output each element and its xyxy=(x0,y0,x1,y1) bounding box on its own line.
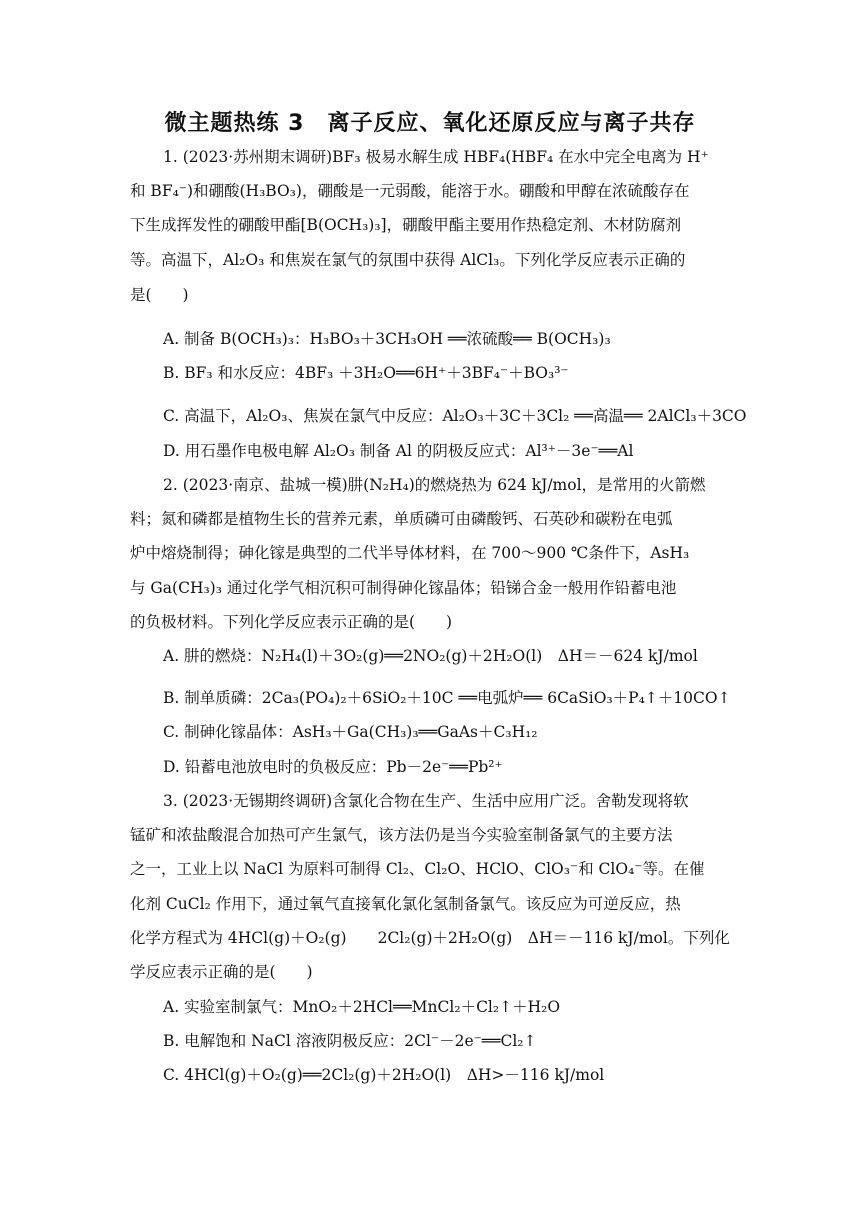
q3-text-line-5: 化学方程式为 4HCl(g)＋O₂(g) 2Cl₂(g)＋2H₂O(g) ΔH＝－116 kJ/mol。下列化 xyxy=(130,929,730,947)
q1-option-a: A. 制备 B(OCH₃)₃：H₃BO₃＋3CH₃OH ══浓硫酸══ B(OCH₃)₃ xyxy=(163,330,611,348)
page-title: 微主题热练 3 离子反应、氧化还原反应与离子共存 xyxy=(164,111,696,136)
q2-option-d: D. 铅蓄电池放电时的负极反应：Pb－2e⁻══Pb²⁺ xyxy=(163,758,503,776)
q3-text-line-6: 学反应表示正确的是( ) xyxy=(130,963,313,981)
q1-option-c: C. 高温下，Al₂O₃、焦炭在氯气中反应：Al₂O₃＋3C＋3Cl₂ ══高温══ 2AlCl₃＋3CO xyxy=(163,407,747,425)
q2-option-a: A. 肼的燃烧：N₂H₄(l)＋3O₂(g)══2NO₂(g)＋2H₂O(l) ΔH＝－624 kJ/mol xyxy=(163,647,698,665)
q2-text-line-1: 2. (2023·南京、盐城一模)肼(N₂H₄)的燃烧热为 624 kJ/mol，是常用的火箭燃 xyxy=(163,476,706,494)
q2-text-line-5: 的负极材料。下列化学反应表示正确的是( ) xyxy=(130,613,453,631)
q3-text-line-3: 之一，工业上以 NaCl 为原料可制得 Cl₂、Cl₂O、HClO、ClO₃⁻和 ClO₄⁻等。在催 xyxy=(130,860,705,878)
q2-option-c: C. 制砷化镓晶体：AsH₃＋Ga(CH₃)₃══GaAs＋C₃H₁₂ xyxy=(163,723,538,741)
q1-option-d: D. 用石墨作电极电解 Al₂O₃ 制备 Al 的阴极反应式：Al³⁺－3e⁻══Al xyxy=(163,442,634,460)
q3-option-b: B. 电解饱和 NaCl 溶液阴极反应：2Cl⁻－2e⁻══Cl₂↑ xyxy=(163,1032,537,1050)
q1-text-line-3: 下生成挥发性的硼酸甲酯[B(OCH₃)₃]，硼酸甲酯主要用作热稳定剂、木材防腐剂 xyxy=(130,216,682,234)
q1-answer-blank: 是( ) xyxy=(130,286,189,304)
q2-option-b: B. 制单质磷：2Ca₃(PO₄)₂＋6SiO₂＋10C ══电弧炉══ 6CaSiO₃＋P₄↑＋10CO↑ xyxy=(163,689,731,707)
q3-text-line-1: 3. (2023·无锡期终调研)含氯化合物在生产、生活中应用广泛。舍勒发现将软 xyxy=(163,792,689,810)
q1-text-line-2: 和 BF₄⁻)和硼酸(H₃BO₃)，硼酸是一元弱酸，能溶于水。硼酸和甲醇在浓硫酸存在 xyxy=(130,182,690,200)
q2-text-line-2: 料；氮和磷都是植物生长的营养元素，单质磷可由磷酸钙、石英砂和碳粉在电弧 xyxy=(130,510,673,528)
q3-option-c: C. 4HCl(g)＋O₂(g)══2Cl₂(g)＋2H₂O(l) ΔH>－116 kJ/mol xyxy=(163,1066,605,1084)
q3-option-a: A. 实验室制氯气：MnO₂＋2HCl══MnCl₂＋Cl₂↑＋H₂O xyxy=(163,998,561,1016)
q1-text-line-4: 等。高温下，Al₂O₃ 和焦炭在氯气的氛围中获得 AlCl₃。下列化学反应表示正确的 xyxy=(130,251,686,269)
q1-option-b: B. BF₃ 和水反应：4BF₃ ＋3H₂O══6H⁺＋3BF₄⁻＋BO₃³⁻ xyxy=(163,364,569,382)
q3-text-line-4: 化剂 CuCl₂ 作用下，通过氧气直接氧化氯化氢制备氯气。该反应为可逆反应，热 xyxy=(130,895,681,913)
q2-text-line-4: 与 Ga(CH₃)₃ 通过化学气相沉积可制得砷化镓晶体；铅锑合金一般用作铅蓄电池 xyxy=(130,579,677,597)
q2-text-line-3: 炉中熔烧制得；砷化镓是典型的二代半导体材料，在 700～900 ℃条件下，AsH₃ xyxy=(130,544,690,562)
q1-text-line-1: 1. (2023·苏州期末调研)BF₃ 极易水解生成 HBF₄(HBF₄ 在水中完全电离为 H⁺ xyxy=(163,148,709,166)
q3-text-line-2: 锰矿和浓盐酸混合加热可产生氯气，该方法仍是当今实验室制备氯气的主要方法 xyxy=(130,826,673,844)
